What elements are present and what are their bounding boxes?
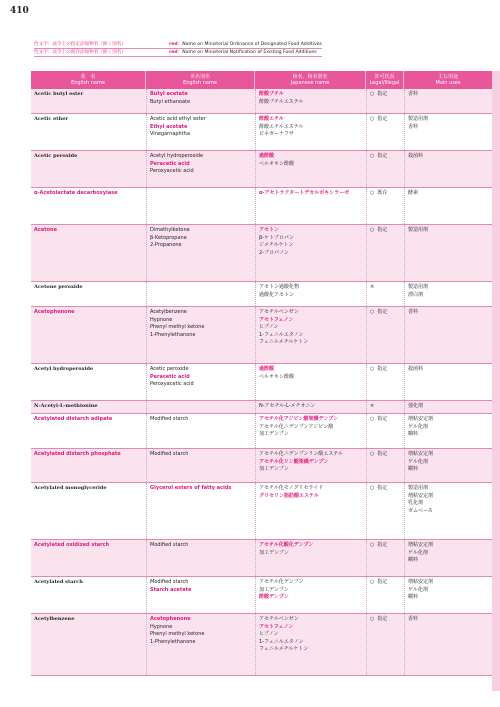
- legal-status-cell: [366, 540, 404, 576]
- english-name: Acetyl hydroperoxide: [34, 366, 94, 372]
- legal-status: [370, 403, 401, 411]
- japanese-name: 1-フェニルエタノン: [259, 638, 304, 645]
- japanese-name: ジメチルケトン: [259, 242, 294, 249]
- status-mark: ×: [370, 403, 375, 409]
- main-uses-cell: [404, 188, 492, 224]
- table-body: [31, 89, 492, 676]
- japanese-names-cell: [255, 151, 366, 187]
- legend-key: red: [169, 50, 178, 55]
- english-name-cell: [31, 114, 146, 150]
- table-row: [31, 449, 492, 483]
- english-name-cell: [31, 540, 146, 576]
- synonyms-cell: [146, 401, 255, 413]
- main-uses-cell: [404, 151, 492, 187]
- japanese-names-cell: [255, 540, 366, 576]
- synonym: 2-Propanone: [150, 242, 182, 249]
- status-text: 指定: [377, 153, 388, 159]
- table-row: [31, 151, 492, 188]
- status-mark: ○: [370, 616, 375, 622]
- status-mark: ○: [370, 91, 375, 97]
- english-name: Acetic peroxide: [34, 153, 78, 159]
- synonym: Acetic acid ethyl ester: [150, 116, 206, 122]
- legend-existing-ja: 色文字：法令上の既存添加物名（除く別名）: [34, 50, 126, 55]
- main-uses-cell: [404, 364, 492, 400]
- english-name-cell: [31, 577, 146, 613]
- japanese-name: アセチル化ニデンプンリン酸エステル: [259, 451, 344, 457]
- main-uses-cell: [404, 449, 492, 482]
- legend-designated-ja: 色文字：法令上の指定添加物名（除く別名）: [34, 42, 126, 47]
- synonyms-cell: [146, 188, 255, 224]
- legal-status: [370, 485, 401, 493]
- legal-status: [370, 366, 401, 374]
- status-text: 指定: [377, 542, 388, 548]
- japanese-name: ヒプノン: [259, 324, 279, 331]
- japanese-name: ペルオキシ酢酸: [259, 373, 294, 380]
- synonym: Butyl acetate: [150, 91, 188, 97]
- status-mark: ○: [370, 190, 375, 196]
- status-mark: ○: [370, 366, 375, 372]
- main-use: ガムベース: [408, 507, 433, 514]
- main-uses-cell: [404, 614, 492, 675]
- status-text: 指定: [377, 309, 388, 315]
- main-use: 製造用剤: [408, 485, 429, 491]
- synonym: Peracetic acid: [150, 160, 190, 167]
- main-use: 酵素: [408, 190, 419, 196]
- header-english-name: 英 名 English name: [31, 71, 146, 89]
- synonym: Butyl ethanoate: [150, 98, 191, 105]
- japanese-name: 加工デンプン: [259, 431, 289, 438]
- english-name-cell: [31, 225, 146, 281]
- legal-status-cell: [366, 89, 404, 113]
- synonyms-cell: [146, 89, 255, 113]
- synonym: Modified starch: [150, 451, 189, 457]
- synonym: 1-Phenylethanone: [150, 638, 196, 645]
- japanese-name: フェニルメチルケトン: [259, 646, 309, 653]
- status-text: 指定: [377, 451, 388, 457]
- legal-status: [370, 451, 401, 459]
- english-name: Acetylated monoglyceride: [34, 485, 107, 491]
- english-name: Acetylated distarch adipate: [34, 416, 113, 422]
- page-edge-tab: [492, 71, 500, 691]
- main-use: 製造用剤: [408, 284, 429, 290]
- main-use: 増粘安定剤: [408, 451, 434, 457]
- legal-status: [370, 542, 401, 550]
- japanese-names-cell: [255, 307, 366, 363]
- main-use: 殺菌料: [408, 153, 424, 159]
- synonym: Modified starch: [150, 542, 189, 548]
- status-mark: ○: [370, 451, 375, 457]
- english-name: Acetylated oxidized starch: [34, 542, 110, 548]
- legal-status-cell: [366, 225, 404, 281]
- synonym: Dimethylketone: [150, 227, 190, 233]
- status-text: 指定: [377, 116, 388, 122]
- status-mark: ○: [370, 416, 375, 422]
- japanese-names-cell: [255, 483, 366, 539]
- legal-status-cell: [366, 483, 404, 539]
- japanese-name: 酢酸エチルエステル: [259, 123, 304, 130]
- table-row: [31, 225, 492, 282]
- main-use: 乳化剤: [408, 500, 424, 507]
- japanese-name: アセチル化モノグリセライド: [259, 485, 324, 491]
- japanese-name: 2-プロパノン: [259, 249, 289, 256]
- table-row: [31, 282, 492, 307]
- main-use: 製造用剤: [408, 116, 429, 122]
- legal-status-cell: [366, 577, 404, 613]
- main-use: 製造用剤: [408, 227, 429, 233]
- synonym: Modified starch: [150, 416, 189, 422]
- japanese-name: 過酢酸: [259, 153, 275, 159]
- main-use: ゲル化剤: [408, 586, 428, 593]
- synonym: Ethyl acetate: [150, 123, 188, 130]
- legal-status: [370, 616, 401, 624]
- main-use: 殺菌料: [408, 366, 424, 372]
- legal-status: [370, 116, 401, 124]
- legend-row-designated: [34, 41, 322, 49]
- main-uses-cell: [404, 401, 492, 413]
- japanese-name: 加工デンプン: [259, 466, 289, 473]
- japanese-names-cell: [255, 449, 366, 482]
- japanese-names-cell: [255, 188, 366, 224]
- main-uses-cell: [404, 225, 492, 281]
- legal-status: [370, 190, 401, 198]
- japanese-name: 1-フェニルエタノン: [259, 331, 304, 338]
- main-uses-cell: [404, 114, 492, 150]
- table-row: [31, 188, 492, 225]
- synonym: Glycerol esters of fatty acids: [150, 485, 232, 491]
- synonyms-cell: [146, 449, 255, 482]
- japanese-name: 酢酸エチル: [259, 116, 284, 122]
- additives-table: [31, 71, 492, 676]
- synonym: Modified starch: [150, 579, 189, 585]
- japanese-name: 加工デンプン: [259, 549, 289, 556]
- main-uses-cell: [404, 282, 492, 306]
- japanese-name: 過酢酸: [259, 366, 275, 372]
- legal-status: [370, 91, 401, 99]
- synonyms-cell: [146, 540, 255, 576]
- header-japanese-name: 和名、和名別名 Japanese name: [255, 71, 366, 89]
- table-row: [31, 114, 492, 151]
- table-row: [31, 414, 492, 449]
- japanese-name: 過酸化アセトン: [259, 291, 294, 298]
- status-mark: ×: [370, 284, 375, 290]
- status-text: 指定: [377, 485, 388, 491]
- status-mark: ○: [370, 153, 375, 159]
- japanese-name: アセチル化酸化デンプン: [259, 542, 314, 548]
- japanese-names-cell: [255, 282, 366, 306]
- japanese-name: ヒプノン: [259, 631, 279, 638]
- synonym: 1-Phenylethanone: [150, 331, 196, 338]
- japanese-name: アセトフェノン: [259, 316, 294, 323]
- color-legend: [34, 41, 322, 57]
- table-row: [31, 401, 492, 414]
- legal-status-cell: [366, 401, 404, 413]
- english-name-cell: [31, 151, 146, 187]
- legal-status-cell: [366, 307, 404, 363]
- status-text: 指定: [377, 616, 388, 622]
- synonym: Hypnone: [150, 623, 173, 630]
- english-name-cell: [31, 449, 146, 482]
- main-use: 糊料: [408, 594, 419, 601]
- japanese-names-cell: [255, 614, 366, 675]
- english-name-cell: [31, 282, 146, 306]
- legend-designated-en: ：Name on Ministerial Ordinance of Designated Food Additives: [177, 42, 322, 47]
- japanese-name: N-アセチル-L-メチオニン: [259, 403, 316, 409]
- japanese-name: 酢酸デンプン: [259, 594, 289, 601]
- main-uses-cell: [404, 540, 492, 576]
- legal-status-cell: [366, 614, 404, 675]
- english-name: Acetic butyl ester: [34, 91, 84, 97]
- legal-status: [370, 227, 401, 235]
- main-uses-cell: [404, 414, 492, 448]
- english-name: Acetylated starch: [34, 579, 83, 585]
- japanese-names-cell: [255, 577, 366, 613]
- synonym: Acetic peroxide: [150, 366, 189, 372]
- english-name-cell: [31, 614, 146, 675]
- table-row: [31, 89, 492, 114]
- legend-row-existing: [34, 49, 322, 57]
- japanese-name: ペルオキシ酢酸: [259, 160, 294, 167]
- legal-status: [370, 579, 401, 587]
- synonym: Vinegarnaphtha: [150, 131, 190, 138]
- japanese-name: アセトフェノン: [259, 623, 294, 630]
- main-use: 増粘安定剤: [408, 492, 434, 499]
- main-use: 増粘安定剤: [408, 579, 434, 585]
- synonym: Peracetic acid: [150, 373, 190, 380]
- english-name-cell: [31, 307, 146, 363]
- legal-status: [370, 309, 401, 317]
- synonyms-cell: [146, 614, 255, 675]
- main-use: ゲル化剤: [408, 458, 428, 465]
- synonym: Peroxyacetic acid: [150, 168, 194, 175]
- japanese-name: アセチル化リン酸架橋デンプン: [259, 458, 329, 465]
- main-uses-cell: [404, 307, 492, 363]
- english-name: Acetic ether: [34, 116, 69, 122]
- status-mark: ○: [370, 542, 375, 548]
- english-name-cell: [31, 401, 146, 413]
- english-name: Acetone peroxide: [34, 284, 83, 290]
- japanese-name: 加工デンプン: [259, 586, 289, 593]
- main-use: 香料: [408, 123, 419, 130]
- japanese-name: α-アセトラクタートデカルボキシラーゼ: [259, 190, 350, 196]
- main-uses-cell: [404, 577, 492, 613]
- status-text: 指定: [377, 416, 388, 422]
- table-row: [31, 307, 492, 364]
- page-number: 410: [10, 6, 29, 16]
- synonyms-cell: [146, 577, 255, 613]
- synonym: Acetylbenzene: [150, 309, 187, 315]
- status-text: 指定: [377, 227, 388, 233]
- japanese-name: アセチルベンゼン: [259, 616, 299, 622]
- main-use: 増粘安定剤: [408, 542, 434, 548]
- japanese-name: アセチル化アジピン酸架橋デンプン: [259, 416, 339, 422]
- status-mark: ○: [370, 485, 375, 491]
- japanese-names-cell: [255, 414, 366, 448]
- synonyms-cell: [146, 225, 255, 281]
- english-name: Acetylbenzene: [34, 616, 75, 622]
- status-text: 指定: [377, 91, 388, 97]
- japanese-name: アセトン: [259, 227, 279, 233]
- legal-status: [370, 153, 401, 161]
- japanese-name: アセトン過酸化物: [259, 284, 299, 290]
- english-name: Acetophenone: [34, 309, 75, 315]
- english-name-cell: [31, 414, 146, 448]
- japanese-name: アセチル化ニデンプンアジピン酸: [259, 423, 334, 430]
- table-row: [31, 540, 492, 577]
- japanese-name: グリセリン脂肪酸エステル: [259, 492, 319, 499]
- main-use: 糊料: [408, 431, 419, 438]
- japanese-names-cell: [255, 364, 366, 400]
- status-mark: ○: [370, 116, 375, 122]
- legend-key: red: [169, 42, 178, 47]
- table-row: [31, 364, 492, 401]
- main-use: 増粘安定剤: [408, 416, 434, 422]
- english-name: Acetylated distarch phosphate: [34, 451, 121, 457]
- japanese-names-cell: [255, 401, 366, 413]
- japanese-name: アセチル化デンプン: [259, 579, 304, 585]
- synonyms-cell: [146, 483, 255, 539]
- japanese-name: 酢酸ブチル: [259, 91, 284, 97]
- table-row: [31, 577, 492, 614]
- legal-status: [370, 284, 401, 292]
- synonym: Peroxyacetic acid: [150, 381, 194, 388]
- legal-status-cell: [366, 114, 404, 150]
- main-use: ゲル化剤: [408, 423, 428, 430]
- status-text: 既存: [377, 190, 388, 196]
- main-use: ゲル化剤: [408, 549, 428, 556]
- main-use: 香料: [408, 616, 419, 622]
- status-mark: ○: [370, 227, 375, 233]
- legal-status-cell: [366, 282, 404, 306]
- synonyms-cell: [146, 282, 255, 306]
- japanese-name: 酢酸ブチルエステル: [259, 98, 304, 105]
- synonyms-cell: [146, 307, 255, 363]
- synonym: Hypnone: [150, 316, 173, 323]
- synonym: Acetyl hydroperoxide: [150, 153, 204, 159]
- legal-status-cell: [366, 188, 404, 224]
- legal-status: [370, 416, 401, 424]
- english-name-cell: [31, 89, 146, 113]
- synonym: Phenyl methyl ketone: [150, 324, 205, 331]
- header-main-uses: 主な用途 Main uses: [435, 74, 461, 86]
- japanese-name: フェニルメチルケトン: [259, 339, 309, 346]
- synonym: β-Ketopropane: [150, 234, 187, 241]
- main-use: 香料: [408, 309, 419, 315]
- english-name: α-Acetolactate decarboxylase: [34, 190, 118, 196]
- japanese-names-cell: [255, 225, 366, 281]
- japanese-name: ビネガーナフサ: [259, 131, 295, 138]
- synonyms-cell: [146, 364, 255, 400]
- english-name: Acetone: [34, 227, 58, 233]
- main-use: 香料: [408, 91, 419, 97]
- english-name-cell: [31, 364, 146, 400]
- legal-status-cell: [366, 449, 404, 482]
- synonyms-cell: [146, 114, 255, 150]
- legal-status-cell: [366, 414, 404, 448]
- synonym: Starch acetate: [150, 586, 192, 593]
- main-use: 糊料: [408, 466, 419, 473]
- legal-status-cell: [366, 151, 404, 187]
- main-use: 強化剤: [408, 403, 424, 409]
- english-name: N-Acetyl-L-methionine: [34, 403, 98, 409]
- status-mark: ○: [370, 579, 375, 585]
- table-header: [31, 71, 492, 89]
- japanese-names-cell: [255, 114, 366, 150]
- english-name-cell: [31, 188, 146, 224]
- status-text: 指定: [377, 366, 388, 372]
- japanese-name: β-ケトプロパン: [259, 234, 294, 241]
- synonyms-cell: [146, 151, 255, 187]
- table-row: [31, 483, 492, 540]
- header-legal-status: 許可状況 Legal/Illegal: [366, 71, 404, 89]
- main-use: 漂白剤: [408, 291, 424, 298]
- main-use: 糊料: [408, 557, 419, 564]
- synonym: Acetophenone: [150, 616, 191, 622]
- legend-existing-en: ：Name on Ministerial Notification of Existing Food Additives: [177, 50, 317, 55]
- synonym: Phenyl methyl ketone: [150, 631, 205, 638]
- japanese-name: アセチルベンゼン: [259, 309, 299, 315]
- status-text: 指定: [377, 579, 388, 585]
- english-name-cell: [31, 483, 146, 539]
- table-row: [31, 614, 492, 676]
- status-mark: ○: [370, 309, 375, 315]
- main-uses-cell: [404, 89, 492, 113]
- header-english-synonyms: 英名別名 English name: [146, 71, 255, 89]
- main-uses-cell: [404, 483, 492, 539]
- legal-status-cell: [366, 364, 404, 400]
- synonyms-cell: [146, 414, 255, 448]
- japanese-names-cell: [255, 89, 366, 113]
